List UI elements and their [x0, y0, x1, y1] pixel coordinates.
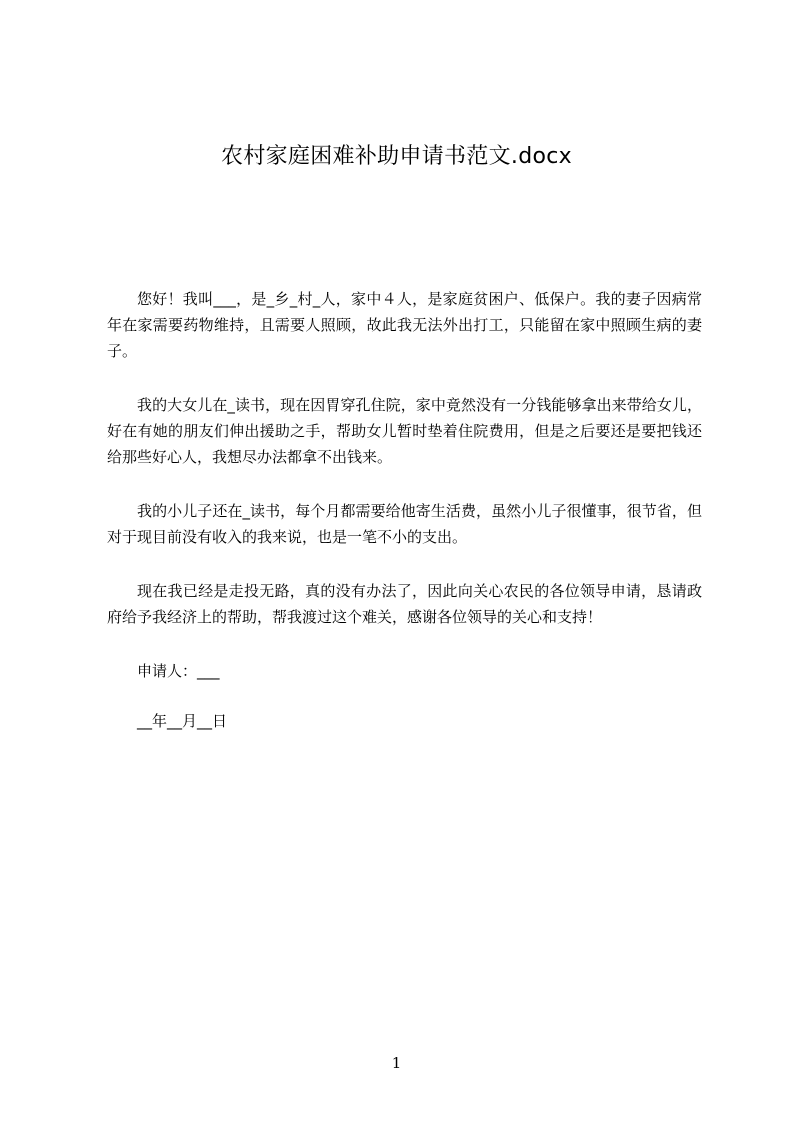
paragraph-daughter: 我的大女儿在_读书，现在因胃穿孔住院，家中竟然没有一分钱能够拿出来带给女儿，好在有她的朋友们伸出援助之手，帮助女儿暂时垫着住院费用，但是之后要还是要把钱还给那些好心人，我想尽办法都拿不出钱来。 — [107, 396, 702, 466]
applicant-signature: 申请人：___ — [137, 662, 220, 680]
paragraph-son: 我的小儿子还在_读书，每个月都需要给他寄生活费，虽然小儿子很懂事，很节省，但对于现目前没有收入的我来说，也是一笔不小的支出。 — [107, 502, 702, 546]
paragraph-request: 现在我已经是走投无路，真的没有办法了，因此向关心农民的各位领导申请，恳请政府给予我经济上的帮助，帮我渡过这个难关，感谢各位领导的关心和支持！ — [107, 582, 702, 626]
paragraph-greeting: 您好！我叫___，是_乡_村_人，家中４人，是家庭贫困户、低保户。我的妻子因病常年在家需要药物维持，且需要人照顾，故此我无法外出打工，只能留在家中照顾生病的妻子。 — [107, 290, 702, 360]
page-number: 1 — [391, 1054, 402, 1072]
document-body — [107, 286, 702, 758]
document-title: 农村家庭困难补助申请书范文.docx — [221, 144, 572, 169]
date-line: __年__月__日 — [137, 712, 228, 730]
